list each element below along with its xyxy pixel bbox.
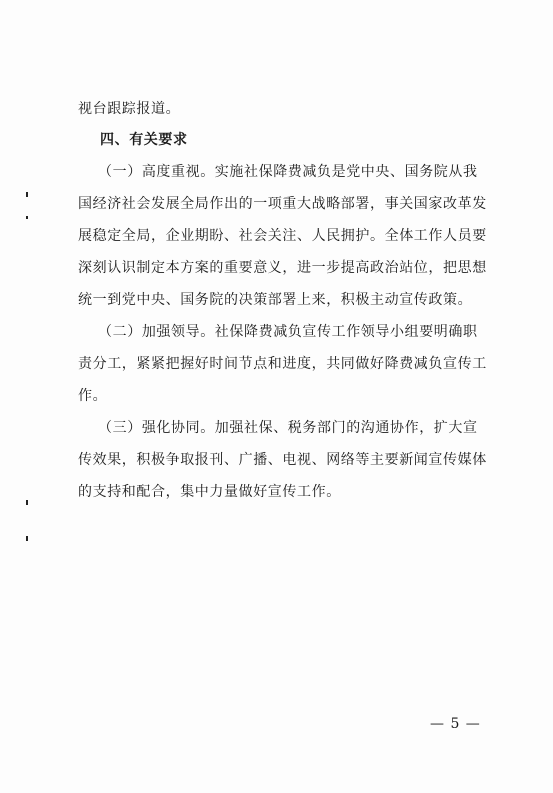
body-line: 视台跟踪报道。 — [78, 101, 181, 117]
item-marker: （一） — [98, 164, 142, 180]
page-number: — 5 — — [430, 716, 481, 732]
binding-mark — [26, 500, 28, 505]
paragraph-line: 的支持和配合，集中力量做好宣传工作。 — [78, 484, 341, 500]
paragraph-text: 加强领导。社保降费减负宣传工作领导小组要明确职 — [141, 324, 478, 340]
paragraph-line: 深刻认识制定本方案的重要意义，进一步提高政治站位，把思想 — [78, 260, 487, 276]
section-heading: 四、有关要求 — [100, 132, 188, 148]
paragraph-line: 国经济社会发展全局作出的一项重大战略部署，事关国家改革发 — [78, 196, 487, 212]
binding-mark — [26, 536, 28, 541]
paragraph-line: 作。 — [78, 388, 108, 404]
binding-mark — [26, 216, 28, 219]
paragraph-line — [98, 323, 498, 341]
paragraph-line — [98, 419, 498, 437]
paragraph-text: 高度重视。实施社保降费减负是党中央、国务院从我 — [141, 164, 478, 180]
item-marker: （三） — [98, 420, 142, 436]
binding-mark — [26, 192, 28, 197]
paragraph-line: 传效果，积极争取报刊、广播、电视、网络等主要新闻宣传媒体 — [78, 452, 487, 468]
paragraph-line: 责分工，紧紧把握好时间节点和进度，共同做好降费减负宣传工 — [78, 356, 487, 372]
paragraph-line: 展稳定全局，企业期盼、社会关注、人民拥护。全体工作人员要 — [78, 228, 487, 244]
item-marker: （二） — [98, 324, 142, 340]
paragraph-text: 强化协同。加强社保、税务部门的沟通协作，扩大宣 — [141, 420, 478, 436]
paragraph-line — [98, 163, 498, 181]
paragraph-line: 统一到党中央、国务院的决策部署上来，积极主动宣传政策。 — [78, 292, 473, 308]
